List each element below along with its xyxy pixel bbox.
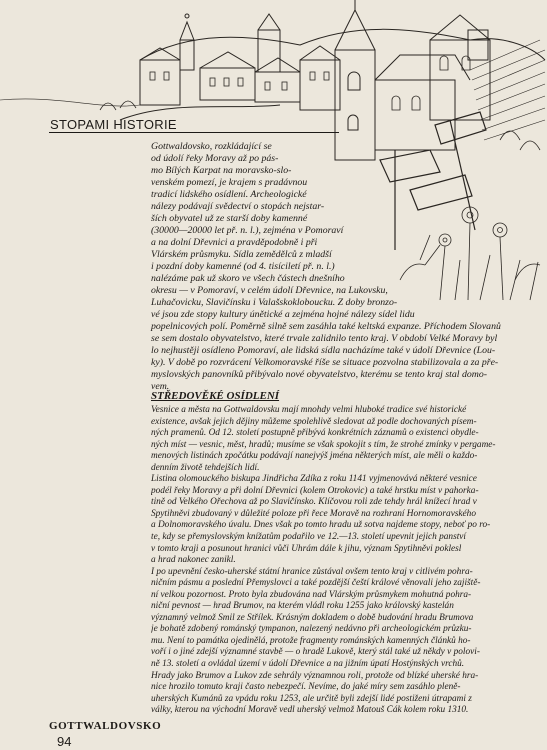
body-line: mu. Není to památka ojedinělá, protože fragmenty románských kamenných článků ho-	[151, 635, 471, 646]
body-line: v tomto kraji a posunout hranici vůči Uhrám dále k jihu, význam Spytihněvi poklesl	[151, 543, 462, 554]
body-line: významný velmož Smil ze Střílek. Krásným dokladem o době budování hradu Brumova	[151, 612, 474, 623]
body-line: a hrad nakonec zanikl.	[151, 555, 236, 566]
body-line: podél řeky Moravy a při dolní Dřevnici (kolem Otrokovic) a také hrstku míst v pahorka-	[151, 485, 479, 496]
section-rule	[49, 132, 339, 133]
body-line: denním životě tehdejších lidí.	[151, 462, 260, 473]
page-number: 94	[57, 734, 72, 749]
intro-line: venském pomezí, je krajem s pradávnou	[151, 177, 308, 188]
intro-line: nálezy podávají svědectví o stopách nejstar-	[151, 201, 325, 212]
intro-line: vem.	[151, 381, 170, 392]
intro-line: ších obyvatel už ze starší doby kamenné	[151, 213, 308, 224]
body-line: tině od Velkého Ořechova až po Slavičínsko. Klíčovou roli zde tehdy hrál knížecí hrad v	[151, 497, 477, 508]
body-line: a Dolnomoravského úvalu. Dnes však po tomto hradu už sotva najdeme stopy, neboť po ro-	[151, 520, 491, 531]
body-line: Vesnice a města na Gottwaldovsku mají mnohdy velmi hluboké tradice své historické	[151, 405, 467, 415]
intro-line: od údolí řeky Moravy až po pás-	[151, 153, 279, 164]
intro-line: popelnicových polí. Poměrně silně sem zasáhla také keltská expanze. Příchodem Slovanů	[151, 321, 501, 332]
intro-line: Vlárském průsmyku. Sídla zemědělců z mladší	[151, 249, 332, 260]
intro-line: okresu — v Pomoraví, v celém údolí Dřevnice, na Lukovsku,	[151, 285, 388, 296]
body-line: je bohatě zdobený románský tympanon, nalezený nedávno při archeologickém průzku-	[151, 624, 472, 635]
intro-line: lo nejhustěji osídleno Pomoraví, ale lidská sídla nacházíme také v údolí Dřevnice (Lou-	[151, 345, 496, 356]
intro-line: Gottwaldovsko, rozkládající se	[151, 141, 272, 152]
intro-line: i pozdní doby kamenné (od 4. tisíciletí př. n. l.)	[151, 261, 335, 272]
intro-line: ky). V době po rozvrácení Velkomoravské říše se situace pozvolna stabilizovala a za pře-	[151, 357, 499, 368]
body-line: Hrady jako Brumov a Lukov zde sehrály významnou roli, protože od blízké uherské hra-	[151, 670, 479, 681]
section-label: STOPAMI HISTORIE	[50, 117, 177, 132]
body-line: existence, avšak jejich dějiny můžeme spolehlivě sledovat až podle dochovaných písem-	[151, 416, 477, 427]
intro-line: nalézáme pak už skoro ve všech částech dnešního	[151, 273, 345, 284]
body-line: ně 13. století a ovládal území v údolí Dřevnice a na jižním úpatí Hostýnských vrchů.	[151, 659, 465, 670]
intro-line: myslovských panovníků přibývalo nové obyvatelstvo, kterému se tento kraj stal domo-	[151, 369, 487, 380]
intro-line: vé jsou zde stopy kultury únětické a zejména hojné nálezy sídel lidu	[151, 309, 415, 320]
body-line: I po upevnění česko-uherské státní hranice zůstával ovšem tento kraj v citlivém pohra-	[151, 566, 473, 577]
body-line: voří i o jiné zdejší významné stavbě — o hradě Lukově, který stál také už někdy v polovi-	[151, 647, 480, 658]
body-line: ných pramenů. Od 12. století postupně přibývá konkrétních záznamů o existenci obydle-	[151, 428, 479, 439]
footer-brand: GOTTWALDOVSKO	[49, 720, 162, 732]
body-line: menových listinách zpočátku podávají nanejvýš jména některých míst, ale měli o každo-	[151, 451, 478, 462]
body-text	[151, 405, 543, 717]
intro-line: a na dolní Dřevnici a pravděpodobně i při	[151, 237, 318, 248]
body-line: ničním pásmu a poslední Přemyslovci a také pozdější čeští králové věnovali jeho zajiště-	[151, 578, 481, 589]
intro-line: Luhačovicku, Slavičínsku i Valašskokloboucku. Z doby bronzo-	[151, 297, 398, 308]
body-line: Listina olomouckého biskupa Jindřicha Zdíka z roku 1141 vyjmenovává některé vesnice	[151, 474, 477, 485]
intro-line: mo Bílých Karpat na moravsko-slo-	[151, 165, 292, 176]
body-line: nice hrozilo tomuto kraji často nebezpečí. Nevíme, do jaké míry sem zasáhlo pleně-	[151, 682, 461, 693]
intro-line: se sem dostalo obyvatelstvo, které trvale zalidnilo tento kraj. V období Velké Moravy byl	[151, 333, 498, 344]
section-heading: STŘEDOVĚKÉ OSÍDLENÍ	[151, 390, 280, 402]
intro-line: (30000—20000 let př. n. l.), zejména v Pomoraví	[151, 225, 344, 236]
body-line: uherských Kumánů za vpádu roku 1253, ale určitě byli zdejší lidé postiženi útrapami z	[151, 693, 472, 704]
body-line: Spytihněvi zbudovaný v důležité poloze při řece Moravě na rozhraní Hornomoravského	[151, 508, 476, 519]
body-line: ní velkou pozornost. Proto byla zbudována nad Vlárským průsmykem mohutná pohra-	[151, 589, 472, 600]
intro-line: tradicí lidského osídlení. Archeologické	[151, 189, 307, 200]
body-line: ných míst — vesnic, měst, hradů; musíme se však spokojit s tím, že strohé zmínky v pergame-	[151, 439, 496, 450]
body-line: niční pevnost — hrad Brumov, na kterém vládl roku 1255 jako královský kastelán	[151, 601, 454, 612]
body-line: války, kterou na východní Moravě vedl uherský velmož Matouš Čák kolem roku 1310.	[151, 705, 469, 716]
intro-paragraph	[0, 141, 547, 393]
body-line: te, kdy se přemyslovským knížatům podařilo ve 12.—13. století upevnit jejich panství	[151, 532, 466, 543]
